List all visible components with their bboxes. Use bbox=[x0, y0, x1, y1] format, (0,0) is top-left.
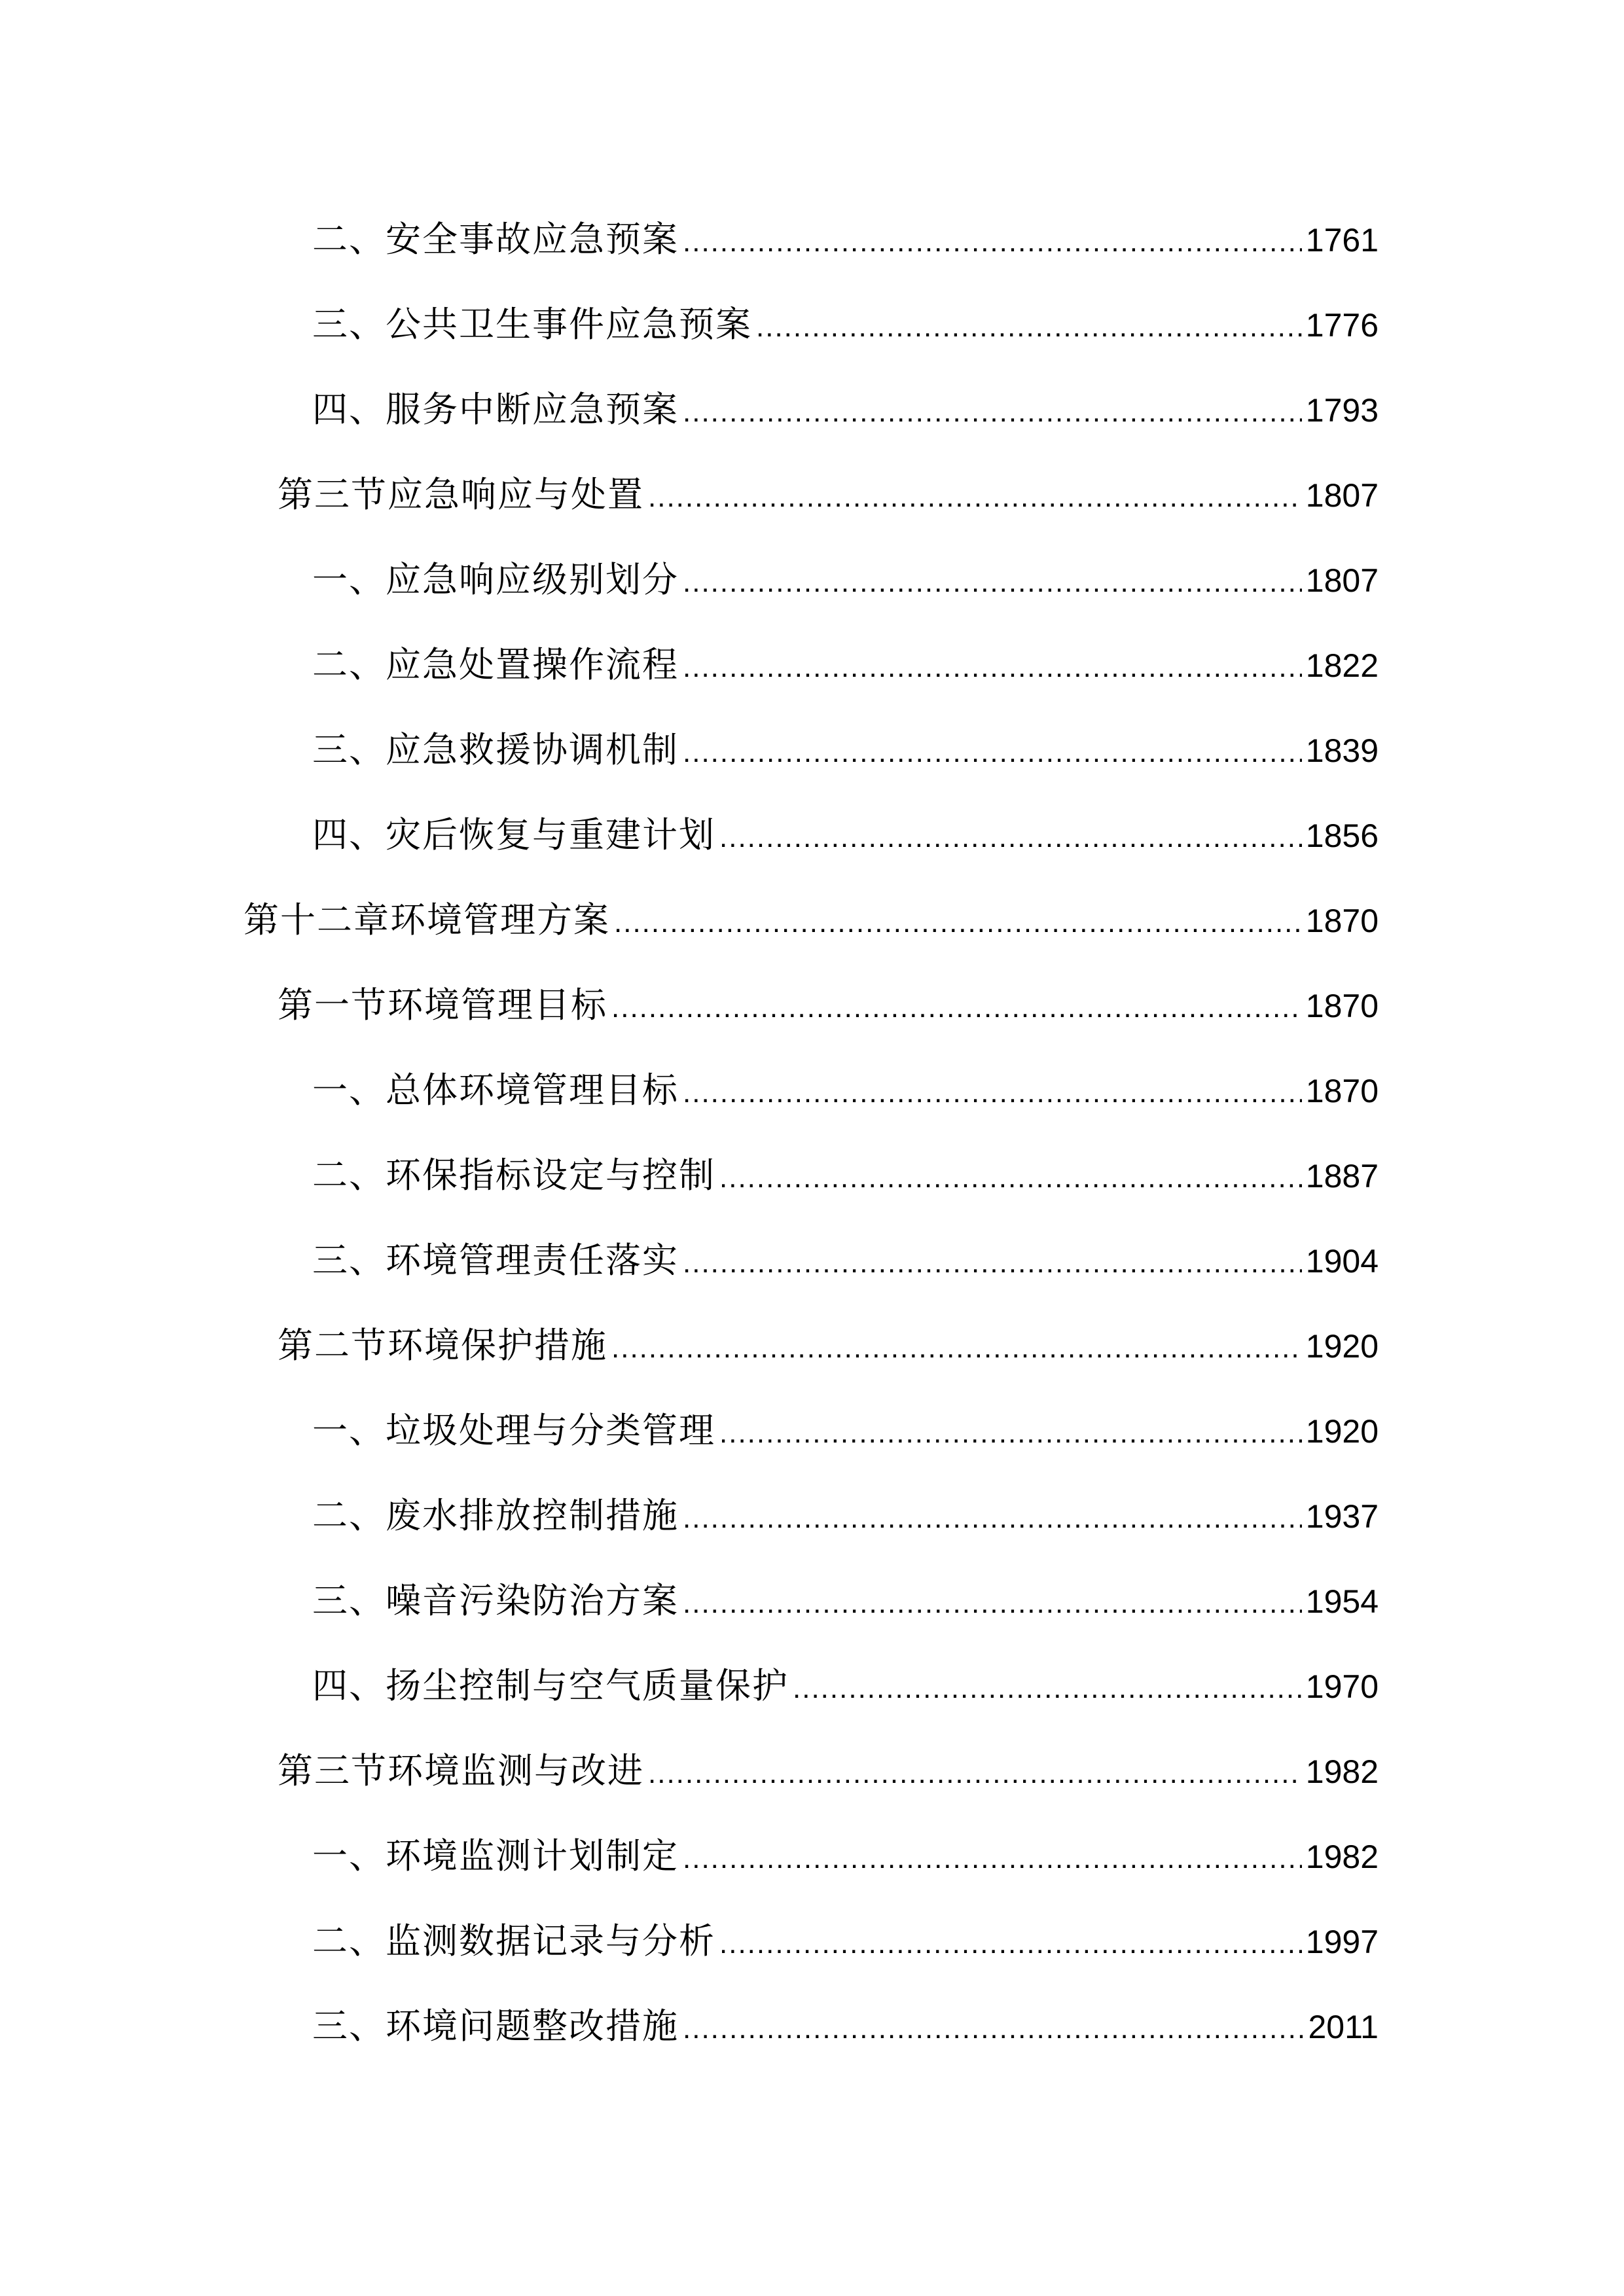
toc-entry[interactable] bbox=[0, 469, 1379, 521]
toc-leader-dots bbox=[611, 1322, 1302, 1374]
toc-entry-page: 1954 bbox=[1305, 1583, 1379, 1620]
toc-entry-page: 1920 bbox=[1305, 1328, 1379, 1365]
toc-leader-dots bbox=[756, 301, 1302, 353]
toc-entry[interactable] bbox=[0, 1405, 1379, 1457]
toc-entry-page: 1870 bbox=[1305, 1073, 1379, 1109]
toc-leader-dots bbox=[683, 2003, 1304, 2055]
toc-leader-dots bbox=[793, 1662, 1302, 1715]
toc-entry-page: 1761 bbox=[1305, 222, 1379, 259]
toc-entry-page: 1937 bbox=[1305, 1498, 1379, 1535]
toc-leader-dots bbox=[683, 386, 1302, 439]
toc-leader-dots bbox=[683, 726, 1302, 779]
toc-entry-title: 二、安全事故应急预案 bbox=[312, 219, 679, 260]
toc-leader-dots bbox=[683, 641, 1302, 694]
toc-entry-title: 三、环境问题整改措施 bbox=[312, 2005, 679, 2047]
toc-entry-page: 1870 bbox=[1305, 903, 1379, 939]
toc-leader-dots bbox=[648, 471, 1302, 524]
toc-entry[interactable] bbox=[0, 1660, 1379, 1712]
toc-entry-title: 第二节环境保护措施 bbox=[278, 1325, 607, 1366]
toc-entry-title: 四、扬尘控制与空气质量保护 bbox=[312, 1665, 789, 1706]
toc-entry-title: 一、环境监测计划制定 bbox=[312, 1835, 679, 1876]
toc-entry[interactable] bbox=[0, 298, 1379, 351]
toc-entry-title: 第三节环境监测与改进 bbox=[278, 1750, 644, 1791]
toc-entry-title: 三、公共卫生事件应急预案 bbox=[312, 304, 752, 345]
toc-entry[interactable] bbox=[0, 809, 1379, 861]
toc-entry-page: 1904 bbox=[1305, 1243, 1379, 1280]
toc-entry[interactable] bbox=[0, 1149, 1379, 1202]
toc-entry-page: 1807 bbox=[1305, 477, 1379, 514]
toc-entry-title: 二、废水排放控制措施 bbox=[312, 1495, 679, 1536]
toc-entry-page: 1982 bbox=[1305, 1753, 1379, 1790]
toc-entry-page: 1776 bbox=[1305, 307, 1379, 344]
toc-entry-page: 1870 bbox=[1305, 988, 1379, 1024]
toc-leader-dots bbox=[683, 556, 1302, 609]
toc-entry-title: 三、噪音污染防治方案 bbox=[312, 1580, 679, 1621]
toc-leader-dots bbox=[683, 1492, 1302, 1545]
toc-entry-title: 一、应急响应级别划分 bbox=[312, 559, 679, 600]
toc-entry-title: 三、环境管理责任落实 bbox=[312, 1240, 679, 1281]
toc-entry-title: 第十二章环境管理方案 bbox=[244, 899, 610, 941]
toc-entry-title: 三、应急救援协调机制 bbox=[312, 729, 679, 770]
toc-entry-title: 二、环保指标设定与控制 bbox=[312, 1155, 715, 1196]
toc-leader-dots bbox=[719, 1152, 1302, 1204]
toc-entry-page: 1822 bbox=[1305, 647, 1379, 684]
toc-entry-title: 四、灾后恢复与重建计划 bbox=[312, 814, 715, 855]
toc-entry[interactable] bbox=[0, 384, 1379, 436]
toc-entry-title: 二、监测数据记录与分析 bbox=[312, 1920, 715, 1962]
toc-entry[interactable] bbox=[0, 1319, 1379, 1372]
toc-entry[interactable] bbox=[0, 1575, 1379, 1627]
toc-entry-title: 第三节应急响应与处置 bbox=[278, 474, 644, 515]
toc-entry[interactable] bbox=[0, 724, 1379, 776]
toc-leader-dots bbox=[614, 897, 1302, 949]
toc-entry-title: 一、总体环境管理目标 bbox=[312, 1069, 679, 1111]
toc-entry-page: 1856 bbox=[1305, 817, 1379, 854]
toc-entry-page: 1887 bbox=[1305, 1158, 1379, 1194]
toc-leader-dots bbox=[683, 1237, 1302, 1289]
toc-entry[interactable] bbox=[0, 1064, 1379, 1117]
toc-entry-title: 四、服务中断应急预案 bbox=[312, 389, 679, 430]
toc-entry[interactable] bbox=[0, 979, 1379, 1031]
toc-leader-dots bbox=[683, 1833, 1302, 1885]
toc-entry-page: 1793 bbox=[1305, 392, 1379, 429]
toc-leader-dots bbox=[611, 982, 1302, 1034]
toc-entry[interactable] bbox=[0, 1830, 1379, 1882]
toc-entry-page: 2011 bbox=[1308, 2009, 1379, 2045]
toc-entry-title: 第一节环境管理目标 bbox=[278, 984, 607, 1026]
toc-entry-page: 1997 bbox=[1305, 1924, 1379, 1960]
toc-entry[interactable] bbox=[0, 639, 1379, 691]
toc-entry-page: 1807 bbox=[1305, 562, 1379, 599]
toc-leader-dots bbox=[719, 1918, 1302, 1970]
toc-entry[interactable] bbox=[0, 1234, 1379, 1287]
toc-entry[interactable] bbox=[0, 1745, 1379, 1797]
toc-leader-dots bbox=[683, 1577, 1302, 1630]
toc-entry[interactable] bbox=[0, 894, 1379, 946]
toc-entry[interactable] bbox=[0, 1915, 1379, 1967]
toc-entry[interactable] bbox=[0, 2000, 1379, 2053]
toc-entry-title: 二、应急处置操作流程 bbox=[312, 644, 679, 685]
toc-leader-dots bbox=[719, 812, 1302, 864]
toc-entry[interactable] bbox=[0, 554, 1379, 606]
toc-entry[interactable] bbox=[0, 1490, 1379, 1542]
toc-entry-page: 1839 bbox=[1305, 732, 1379, 769]
toc-entry-page: 1920 bbox=[1305, 1413, 1379, 1450]
toc-entry-title: 一、垃圾处理与分类管理 bbox=[312, 1410, 715, 1451]
toc-entry[interactable] bbox=[0, 213, 1379, 266]
toc-entry-page: 1970 bbox=[1305, 1668, 1379, 1705]
toc-leader-dots bbox=[648, 1748, 1302, 1800]
toc-entry-page: 1982 bbox=[1305, 1839, 1379, 1875]
toc-leader-dots bbox=[683, 216, 1302, 268]
toc-leader-dots bbox=[683, 1067, 1302, 1119]
toc-leader-dots bbox=[719, 1407, 1302, 1460]
